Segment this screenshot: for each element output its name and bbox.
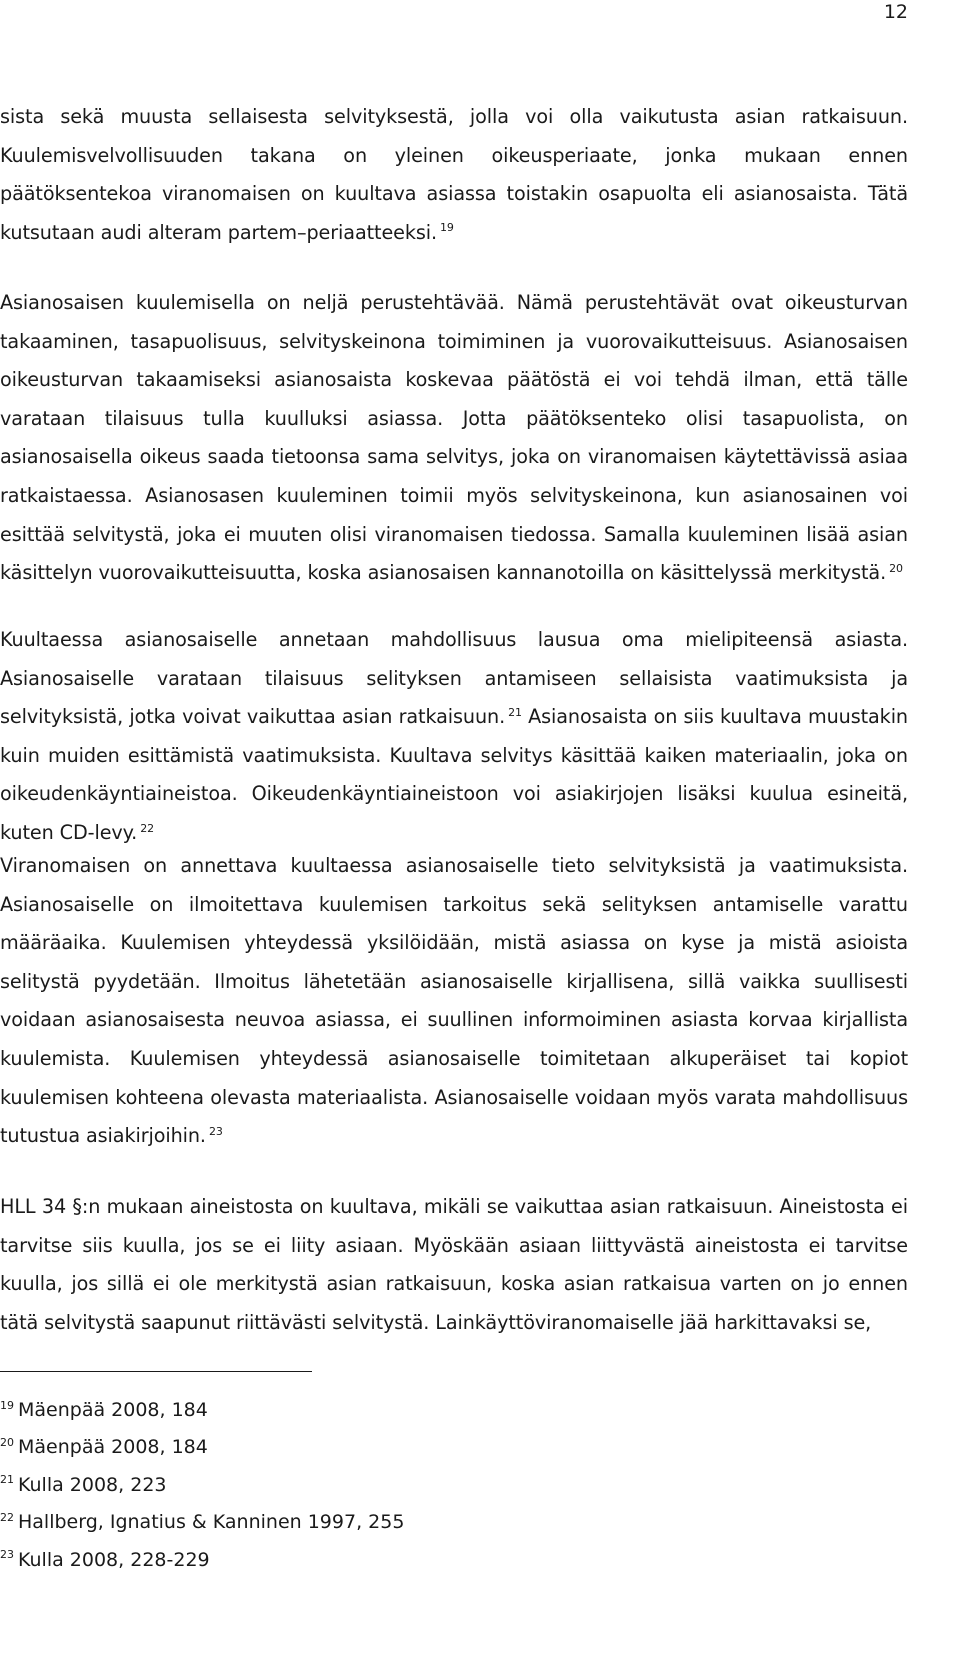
paragraph-text: Viranomaisen on annettava kuultaessa asianosaiselle tieto selvityksistä ja vaatimuksista. Asianosaiselle on ilmoitettava kuulemisen tarkoitus sekä selityksen antamiselle varattu määräaika. Kuulemisen yhteydessä yksilöidään, mistä asiassa on kyse ja mistä asioista selitystä pyydetään. Ilmoitus lähetetään asianosaiselle kirjallisena, sillä vaikka suullisesti voidaan asianosaisesta neuvoa asiassa, ei suullinen informoiminen asiasta korvaa kirjallista kuulemista. Kuulemisen yhteydessä asianosaiselle toimitetaan alkuperäiset tai kopiot kuulemisen kohteena olevasta materiaalista. Asianosaiselle voidaan myös varata mahdollisuus tutustua asiakirjoihin. [0,854,908,1148]
footnote-item [0,1504,908,1541]
footnote-number: 23 [0,1548,14,1562]
page-number: 12 [883,1,908,23]
footnote-text: Hallberg, Ignatius & Kanninen 1997, 255 [18,1511,405,1534]
paragraph-4 [0,847,908,1156]
paragraph-3 [0,621,908,853]
footnote-reference[interactable]: 21 [508,705,522,719]
footnote-text: Mäenpää 2008, 184 [18,1436,208,1459]
footnote-item [0,1542,908,1579]
footnote-reference[interactable]: 22 [140,821,154,835]
footnote-text: Kulla 2008, 223 [18,1473,167,1496]
paragraph-text: sista sekä muusta sellaisesta selvityksestä, jolla voi olla vaikutusta asian ratkaisuun. Kuulemisvelvollisuuden takana on yleinen oikeusperiaate, jonka mukaan ennen päätöksentekoa viranomaisen on kuultava asiassa toistakin osapuolta eli asianosaista. Tätä kutsutaan audi alteram partem–periaatteeksi. [0,105,908,244]
footnote-reference[interactable]: 19 [440,221,454,235]
paragraph-text: Asianosaista on siis kuultava muustakin kuin muiden esittämistä vaatimuksista. Kuultava selvitys käsittää kaiken materiaalin, joka on oikeudenkäyntiaineistoa. Oikeudenkäyntiaineistoon voi asiakirjojen lisäksi kuulua esineitä, kuten CD-levy. [0,705,908,844]
paragraph-text: HLL 34 §:n mukaan aineistosta on kuultava, mikäli se vaikuttaa asian ratkaisuun. Aineistosta ei tarvitse siis kuulla, jos se ei liity asiaan. Myöskään asiaan liittyvästä aineistosta ei tarvitse kuulla, jos sillä ei ole merkitystä asian ratkaisuun, koska asian ratkaisua varten on jo ennen tätä selvitystä saapunut riittävästi selvitystä. Lainkäyttöviranomaiselle jää harkittavaksi se, [0,1195,908,1334]
footnote-number: 20 [0,1436,14,1450]
paragraph-2 [0,284,908,593]
footnote-number: 19 [0,1398,14,1412]
footnote-reference[interactable]: 23 [208,1124,223,1138]
footnote-reference[interactable]: 20 [889,561,903,575]
paragraph-5 [0,1188,908,1342]
footnote-text: Mäenpää 2008, 184 [18,1399,208,1421]
footnote-text: Kulla 2008, 228-229 [18,1548,210,1571]
footnote-item [0,1392,908,1429]
footnote-number: 22 [0,1510,14,1524]
paragraph-text: Asianosaisen kuulemisella on neljä perustehtävää. Nämä perustehtävät ovat oikeusturvan takaaminen, tasapuolisuus, selvityskeinona toimiminen ja vuorovaikutteisuus. Asianosaisen oikeusturvan takaamiseksi asianosaista koskevaa päätöstä ei voi tehdä ilman, että tälle varataan tilaisuus tulla kuulluksi asiassa. Jotta päätöksenteko olisi tasapuolista, on asianosaisella oikeus saada tietoonsa sama selvitys, joka on viranomaisen käytettävissä asiaa ratkaistaessa. Asianosasen kuuleminen toimii myös selvityskeinona, kun asianosainen voi esittää selvitystä, joka ei muuten olisi viranomaisen tiedossa. Samalla kuuleminen lisää asian käsittelyn vuorovaikutteisuutta, koska asianosaisen kannanotoilla on käsittelyssä merkitystä. [0,291,908,585]
footnote-item [0,1429,908,1466]
paragraph-1 [0,98,908,252]
footnote-item [0,1467,908,1504]
footnote-list [0,1392,908,1579]
footnote-separator [0,1371,312,1372]
footnote-number: 21 [0,1473,14,1487]
paragraph-text: Kuultaessa asianosaiselle annetaan mahdollisuus lausua oma mielipiteensä asiasta. Asianosaiselle varataan tilaisuus selityksen antamiseen sellaisista vaatimuksista ja selvityksistä, jotka voivat vaikuttaa asian ratkaisuun. [0,628,908,729]
